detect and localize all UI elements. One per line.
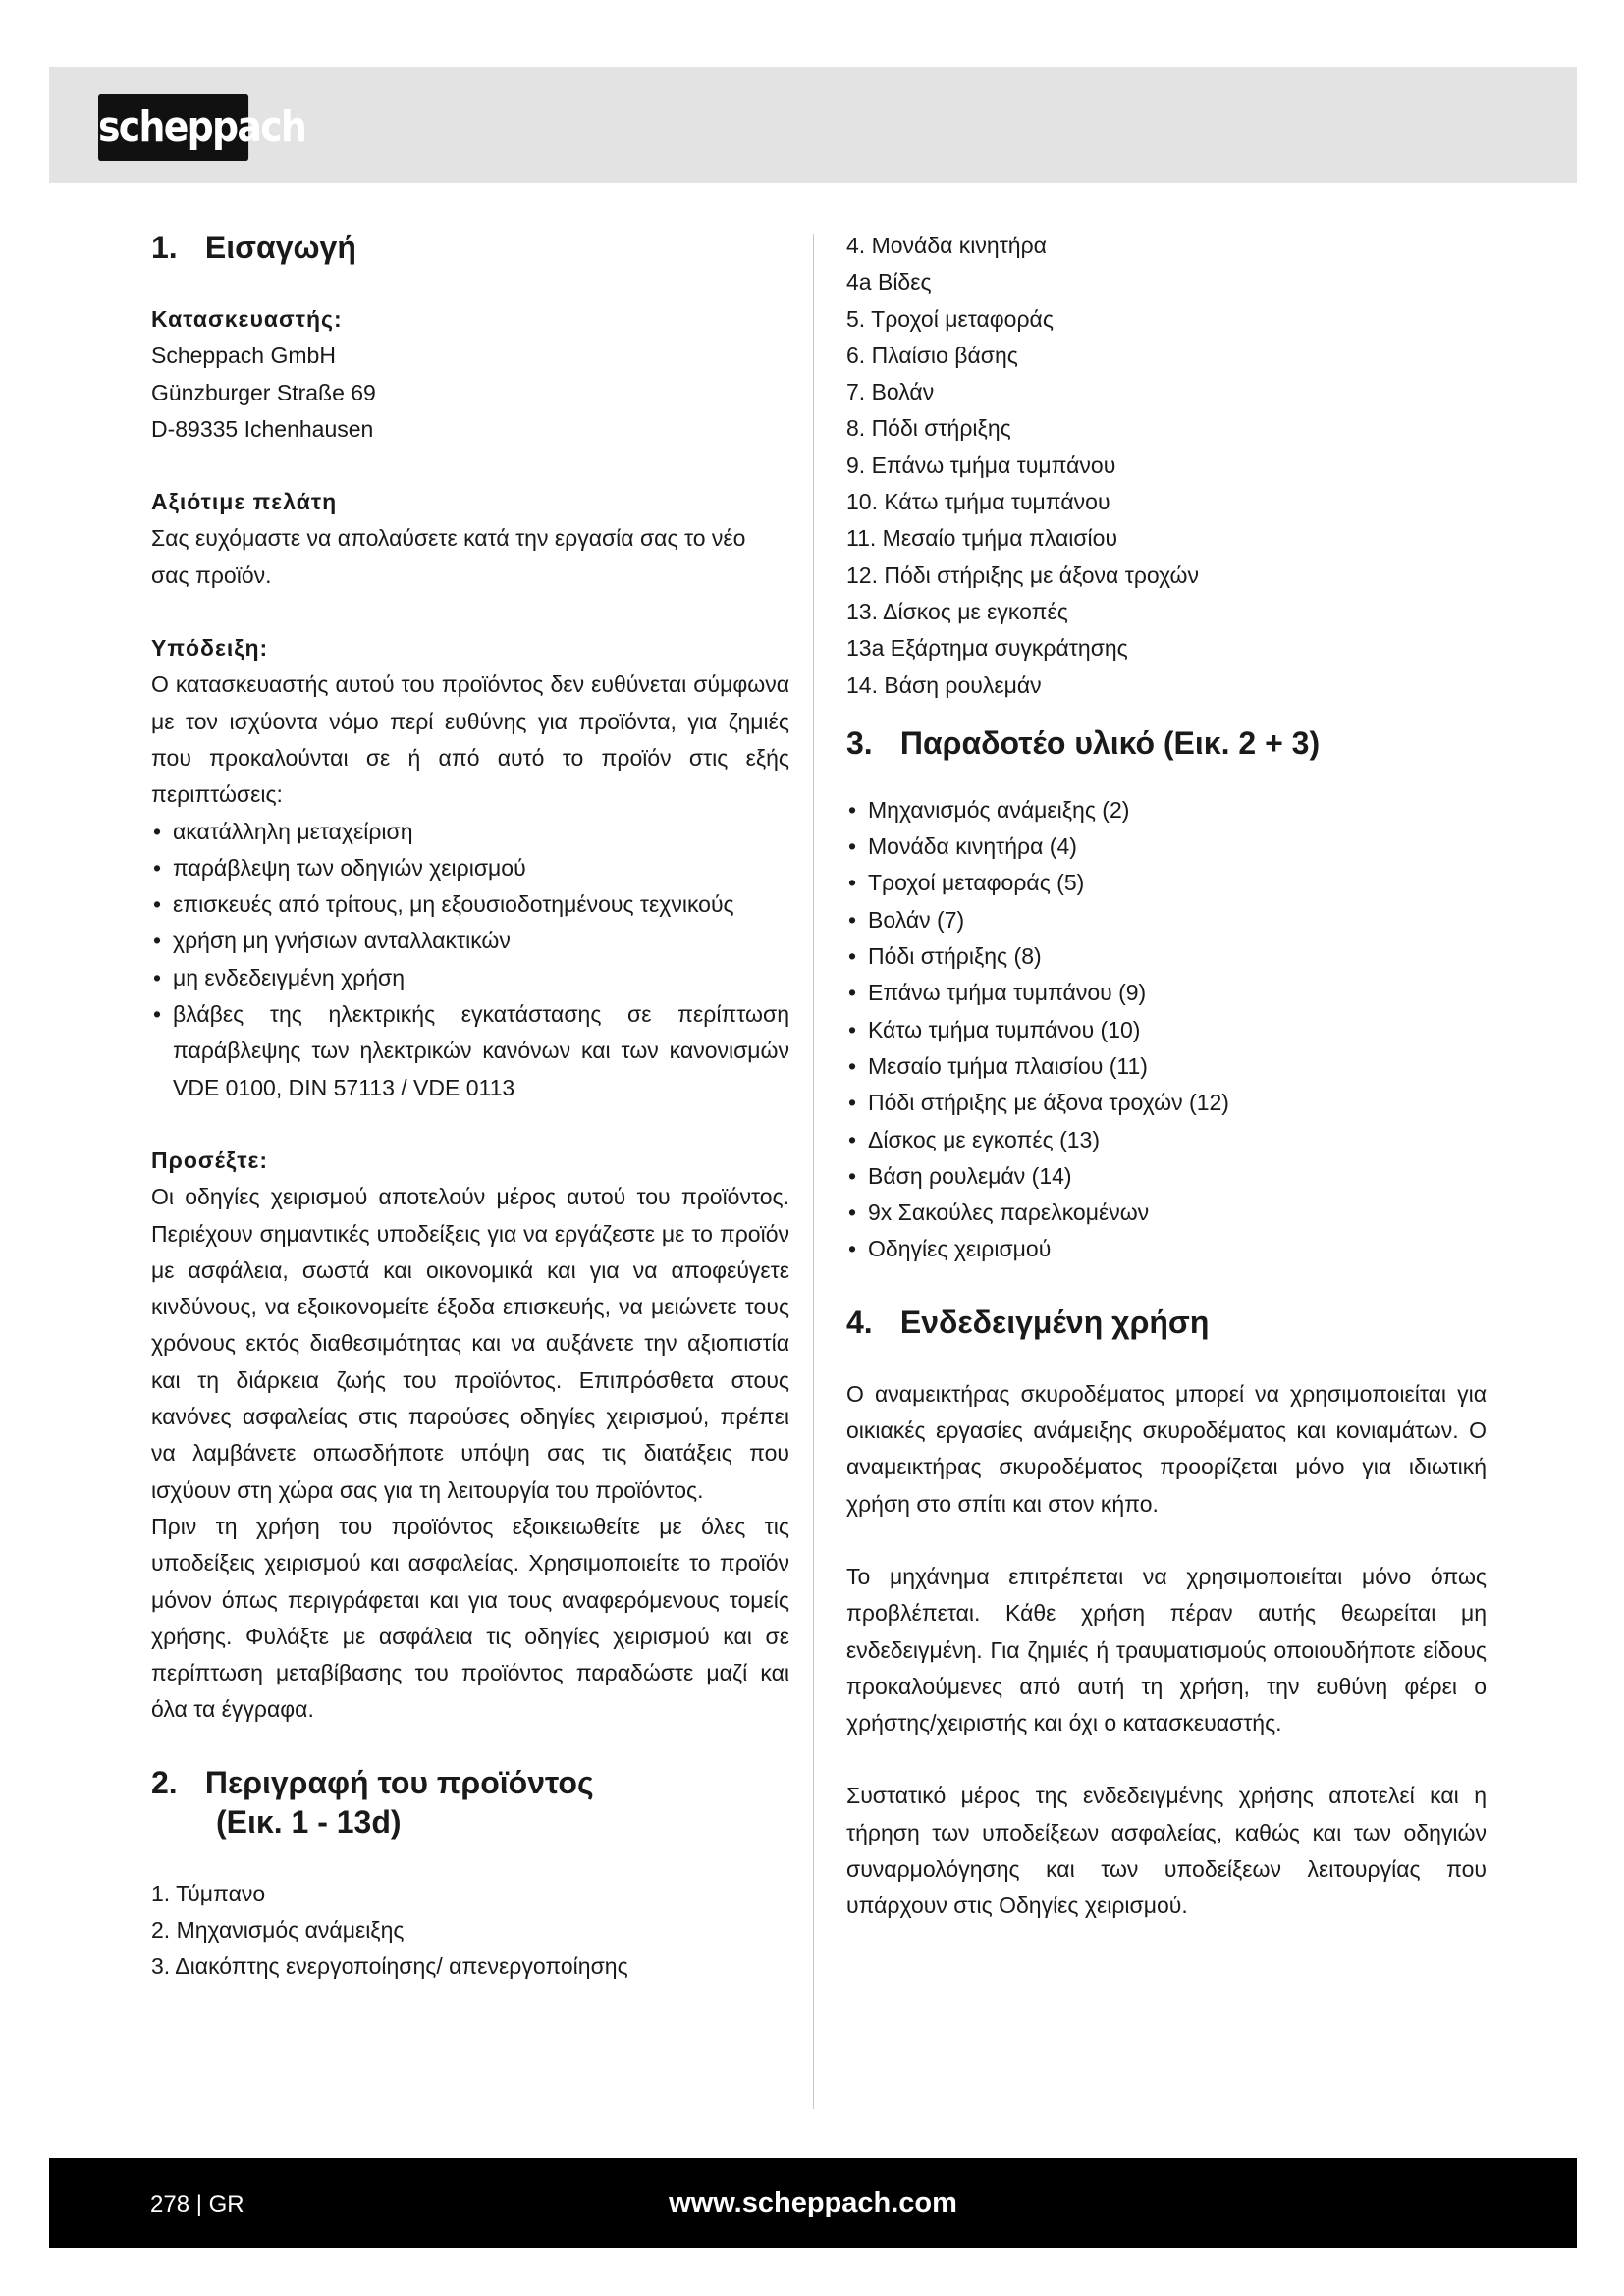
list-item: • 9x Σακούλες παρελκομένων <box>846 1195 1487 1231</box>
page-footer <box>49 2158 1577 2248</box>
delivery-list <box>846 792 1487 1268</box>
list-item: • Μονάδα κινητήρα (4) <box>846 828 1487 865</box>
list-item: 10. Κάτω τμήμα τυμπάνου <box>846 489 1110 515</box>
list-item: 8. Πόδι στήριξης <box>846 415 1011 442</box>
section-3-heading: 3. Παραδοτέο υλικό (Εικ. 2 + 3) <box>846 724 1321 761</box>
list-item: 2. Μηχανισμός ανάμειξης <box>151 1916 405 1943</box>
list-item: 13. Δίσκος με εγκοπές <box>846 598 1068 624</box>
list-item: • Μηχανισμός ανάμειξης (2) <box>846 792 1487 828</box>
note-bullet-list <box>151 814 789 1106</box>
intended-use-paragraph: Ο αναμεικτήρας σκυροδέματος μπορεί να χρησιμοποιείται για οικιακές εργασίες ανάμειξης σκυροδέματος και κονιαμάτων. Ο αναμεικτήρας σκυροδέματος προορίζεται μόνο για ιδιωτική χρήση στο σπίτι και στον κήπο. <box>846 1380 1487 1517</box>
intended-use-paragraph: Το μηχάνημα επιτρέπεται να χρησιμοποιείται μόνο όπως προβλέπεται. Κάθε χρήση πέραν αυτής θεωρείται μη ενδεδειγμένη. Για ζημιές ή τραυματισμούς οποιουδήποτε είδους προκαλούμενες από αυτή τη χρήση, την ευθύνη φέρει ο χρήστης/χειριστής και όχι ο κατασκευαστής. <box>846 1563 1487 1736</box>
attention-paragraph: Πριν τη χρήση του προϊόντος εξοικειωθείτε με όλες τις υποδείξεις χειρισμού και ασφαλείας. Χρησιμοποιείτε το προϊόν μόνον όπως περιγράφεται και για τους αναφερόμενους τομείς χρήσης. Φυλάξτε με ασφάλεια τις οδηγίες χειρισμού και σε περίπτωση μεταβίβασης του προϊόντος παραδώστε μαζί και όλα τα έγγραφα. <box>151 1513 789 1723</box>
list-item: • χρήση μη γνήσιων ανταλλακτικών <box>151 923 789 959</box>
list-item: 5. Τροχοί μεταφοράς <box>846 305 1054 332</box>
list-item: • Βολάν (7) <box>846 902 1487 938</box>
parts-list <box>151 1876 789 1986</box>
list-item: • Δίσκος με εγκοπές (13) <box>846 1122 1487 1158</box>
scheppach-logo: scheppach <box>98 94 248 161</box>
attention-label: Προσέξτε: <box>151 1147 269 1173</box>
list-item: • Βάση ρουλεμάν (14) <box>846 1158 1487 1195</box>
list-item: 4a Βίδες <box>846 269 932 295</box>
dear-customer-text: Σας ευχόμαστε να απολαύσετε κατά την εργασία σας το νέο σας προϊόν. <box>151 525 746 588</box>
list-item: • Οδηγίες χειρισμού <box>846 1231 1487 1267</box>
list-item: 7. Βολάν <box>846 379 935 405</box>
list-item: • παράβλεψη των οδηγιών χειρισμού <box>151 850 789 886</box>
note-text: Ο κατασκευαστής αυτού του προϊόντος δεν ευθύνεται σύμφωνα με τον ισχύοντα νόμο περί ευθύνης για προϊόντα, για ζημιές που προκαλούνται σε ή από αυτό το προϊόν στις εξής περιπτώσεις: <box>151 671 789 808</box>
address-line: Scheppach GmbH <box>151 343 336 369</box>
manufacturer-label: Κατασκευαστής: <box>151 306 343 332</box>
list-item: 9. Επάνω τμήμα τυμπάνου <box>846 452 1116 478</box>
list-item: • Κάτω τμήμα τυμπάνου (10) <box>846 1012 1487 1048</box>
page-number: 278 | GR <box>150 2191 244 2217</box>
left-column <box>151 228 789 1986</box>
list-item: 4. Μονάδα κινητήρα <box>846 233 1047 258</box>
list-item: • Μεσαίο τμήμα πλαισίου (11) <box>846 1048 1487 1085</box>
list-item: • Πόδι στήριξης (8) <box>846 938 1487 975</box>
list-item: • Πόδι στήριξης με άξονα τροχών (12) <box>846 1085 1487 1121</box>
list-item: • μη ενδεδειγμένη χρήση <box>151 960 789 996</box>
address-line: Günzburger Straße 69 <box>151 379 376 405</box>
intended-use-paragraph: Συστατικό μέρος της ενδεδειγμένης χρήσης αποτελεί και η τήρηση των υποδείξεων ασφαλείας, καθώς και των οδηγιών συναρμολόγησης και των υποδείξεων λειτουργίας που υπάρχουν στις Οδηγίες χειρισμού. <box>846 1783 1487 1919</box>
list-item: 3. Διακόπτης ενεργοποίησης/ απενεργοποίησης <box>151 1953 628 1980</box>
list-item: • βλάβες της ηλεκτρικής εγκατάστασης σε περίπτωση παράβλεψης των ηλεκτρικών κανόνων και των κανονισμών VDE 0100, DIN 57113 / VDE 0113 <box>151 996 789 1106</box>
right-column <box>846 228 1487 1925</box>
attention-paragraph: Οι οδηγίες χειρισμού αποτελούν μέρος αυτού του προϊόντος. Περιέχουν σημαντικές υποδείξεις για να εργάζεστε με το προϊόν με ασφάλεια, σωστά και οικονομικά και για να αποφεύγετε κινδύνους, να εξοικονομείτε έξοδα επισκευής, να μειώνετε τους χρόνους εκτός διαθεσιμότητας και να αυξάνετε την αξιοπιστία και τη διάρκεια ζωής του προϊόντος. Επιπρόσθετα στους κανόνες ασφαλείας στις παρούσες οδηγίες χειρισμού, πρέπει να λαμβάνετε οπωσδήποτε υπόψη σας τις διατάξεις που ισχύουν στη χώρα σας για τη λειτουργία του προϊόντος. <box>151 1184 789 1503</box>
section-4-heading: 4. Ενδεδειγμένη χρήση <box>846 1304 1210 1340</box>
dear-customer-label: Αξιότιμε πελάτη <box>151 489 338 515</box>
note-label: Υπόδειξη: <box>151 635 269 662</box>
list-item: • ακατάλληλη μεταχείριση <box>151 814 789 850</box>
parts-list-continued <box>846 228 1487 704</box>
address-line: D-89335 Ichenhausen <box>151 415 374 442</box>
list-item: 12. Πόδι στήριξης με άξονα τροχών <box>846 561 1200 588</box>
list-item: 11. Μεσαίο τμήμα πλαισίου <box>846 525 1118 552</box>
section-1-heading: 1. Εισαγωγή <box>151 230 356 265</box>
list-item: • επισκευές από τρίτους, μη εξουσιοδοτημένους τεχνικούς <box>151 886 789 923</box>
list-item: 13a Εξάρτημα συγκράτησης <box>846 635 1128 662</box>
website-link[interactable]: www.scheppach.com <box>669 2187 957 2218</box>
list-item: • Τροχοί μεταφοράς (5) <box>846 865 1487 901</box>
page-header <box>49 67 1577 183</box>
column-divider <box>813 234 814 2109</box>
list-item: 1. Τύμπανο <box>151 1880 266 1906</box>
list-item: 6. Πλαίσιο βάσης <box>846 342 1018 368</box>
list-item: 14. Βάση ρουλεμάν <box>846 671 1042 698</box>
section-2-heading: 2. Περιγραφή του προϊόντος (Εικ. 1 - 13d) <box>151 1764 594 1840</box>
list-item: • Επάνω τμήμα τυμπάνου (9) <box>846 975 1487 1011</box>
